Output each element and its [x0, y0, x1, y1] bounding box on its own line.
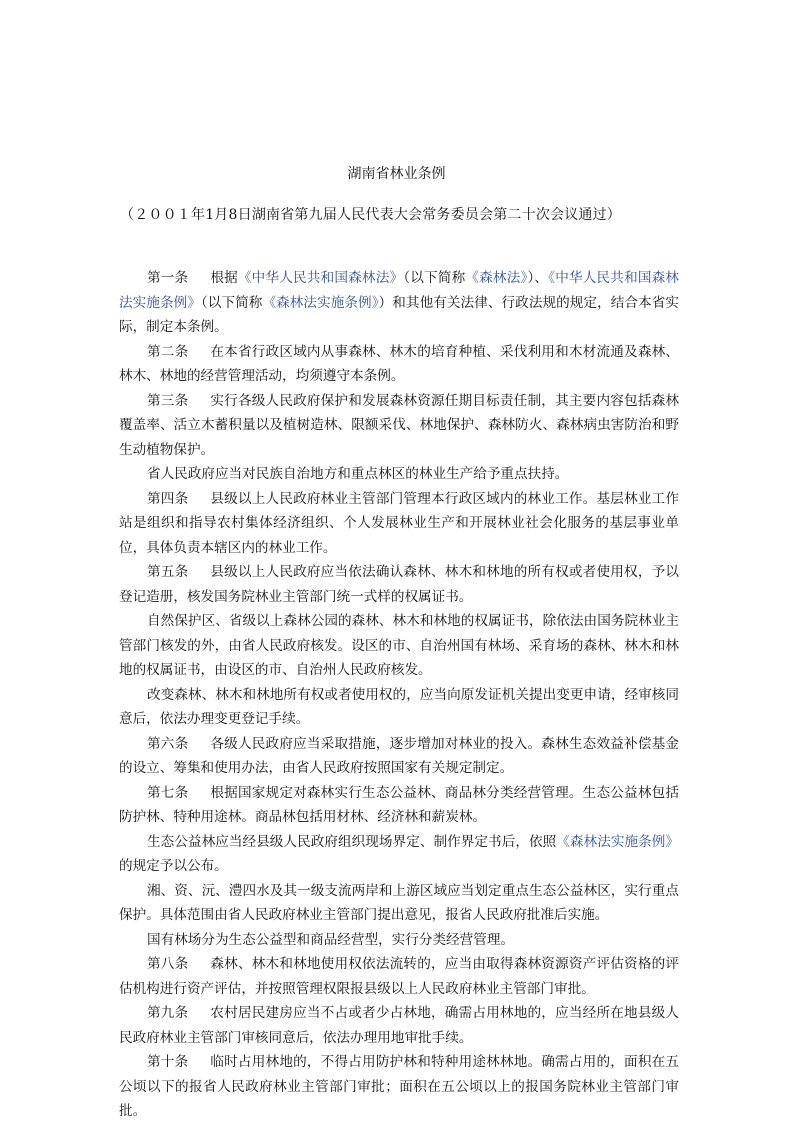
paragraph-text: 自然保护区、省级以上森林公园的森林、林木和林地的权属证书，除依法由国务院林业主管部门核发的外，由省人民政府核发。设区的市、自治州国有林场、采育场的森林、林木和林地的权属证书，由设区的市、自治州人民政府核发。: [119, 613, 679, 678]
law-reference-link[interactable]: 《森林法》: [465, 270, 528, 286]
paragraph-text: 临时占用林地的，不得占用防护林和特种用途林林地。确需占用的，面积在五公顷以下的报省人民政府林业主管部门审批；面积在五公顷以上的报国务院林业主管部门审批。: [119, 1054, 680, 1119]
paragraph: [119, 1001, 679, 1050]
paragraph-text: 根据: [210, 270, 238, 286]
page-title: 湖南省林业条例: [347, 166, 446, 182]
paragraph-text: 县级以上人民政府林业主管部门管理本行政区域内的林业工作。基层林业工作站是组织和指导农村集体经济组织、个人发展林业生产和开展林业社会化服务的基层事业单位，具体负责本辖区内的林业工作。: [119, 490, 680, 556]
paragraph: [119, 952, 679, 1001]
article-number: 第三条: [147, 392, 189, 409]
paragraph-text: 实行各级人民政府保护和发展森林资源任期目标责任制，其主要内容包括森林覆盖率、活立木蓄积量以及植树造林、限额采伐、林地保护、森林防火、森林病虫害防治和野生动植物保护。: [119, 392, 680, 458]
paragraph: [119, 560, 679, 609]
article-number: 第二条: [147, 343, 189, 360]
paragraph: [119, 609, 679, 683]
law-reference-link[interactable]: 《森林法实施条例》: [556, 833, 679, 850]
paragraph: [119, 732, 679, 781]
law-reference-link[interactable]: 《中华人民共和国森林法实施条例》: [119, 270, 680, 311]
paragraph: [119, 389, 679, 463]
paragraph-text: 森林、林木和林地使用权依法流转的，应当由取得森林资源资产评估资格的评估机构进行资产评估，并按照管理权限报县级以上人民政府林业主管部门审批。: [119, 956, 680, 997]
paragraph-text: 的规定予以公布。: [119, 858, 228, 874]
paragraph-text: （以下简称: [403, 270, 466, 286]
paragraph-text: ）和其他有关法律、行政法规的规定，结合本省实际，制定本条例。: [119, 294, 680, 335]
paragraph-text: （以下简称: [200, 294, 263, 311]
article-number: 第九条: [147, 1005, 189, 1021]
paragraph: [119, 928, 679, 953]
paragraph: [119, 830, 679, 879]
paragraph-text: 省人民政府应当对民族自治地方和重点林区的林业生产给予重点扶持。: [147, 466, 569, 482]
paragraph-text: ）、: [527, 270, 549, 286]
paragraph-text: 在本省行政区域内从事森林、林木的培育种植、采伐利用和木材流通及森林、林木、林地的经营管理活动，均须遵守本条例。: [119, 343, 680, 384]
paragraph-text: 各级人民政府应当采取措施，逐步增加对林业的投入。森林生态效益补偿基金的设立、筹集和使用办法，由省人民政府按照国家有关规定制定。: [119, 735, 680, 776]
law-reference-link[interactable]: 《中华人民共和国森林法》: [237, 270, 404, 286]
article-number: 第五条: [147, 564, 189, 580]
document-body: [119, 266, 679, 1124]
article-number: 第六条: [147, 735, 189, 752]
paragraph: [119, 266, 679, 340]
paragraph-text: 生态公益林应当经县级人民政府组织现场界定、制作界定书后，依照: [147, 833, 557, 850]
paragraph: [119, 879, 679, 928]
paragraph: [119, 683, 679, 732]
paragraph-text: 县级以上人民政府应当依法确认森林、林木和林地的所有权或者使用权，予以登记造册，核发国务院林业主管部门统一式样的权属证书。: [119, 564, 680, 605]
paragraph-text: 根据国家规定对森林实行生态公益林、商品林分类经营管理。生态公益林包括防护林、特种用途林。商品林包括用材林、经济林和薪炭林。: [119, 784, 680, 825]
paragraph: [119, 781, 679, 830]
paragraph-text: 改变森林、林木和林地所有权或者使用权的，应当向原发证机关提出变更申请，经审核同意后，依法办理变更登记手续。: [119, 686, 679, 727]
article-number: 第四条: [147, 490, 189, 507]
paragraph: [119, 462, 679, 487]
paragraph: [119, 340, 679, 389]
article-number: 第八条: [147, 956, 189, 972]
page-subtitle: （２００１年1月8日湖南省第九届人民代表大会常务委员会第二十次会议通过）: [120, 207, 622, 223]
article-number: 第七条: [147, 784, 189, 801]
law-reference-link[interactable]: 《森林法实施条例》: [262, 294, 379, 311]
article-number: 第一条: [147, 270, 189, 286]
paragraph-text: 国有林场分为生态公益型和商品经营型，实行分类经营管理。: [147, 931, 515, 948]
paragraph: [119, 1050, 679, 1124]
paragraph-text: 农村居民建房应当不占或者少占林地，确需占用林地的，应当经所在地县级人民政府林业主管部门审核同意后，依法办理用地审批手续。: [119, 1005, 680, 1046]
paragraph-text: 湘、资、沅、澧四水及其一级支流两岸和上游区域应当划定重点生态公益林区，实行重点保护。具体范围由省人民政府林业主管部门提出意见，报省人民政府批准后实施。: [119, 882, 679, 923]
paragraph: [119, 487, 679, 561]
article-number: 第十条: [147, 1054, 189, 1070]
